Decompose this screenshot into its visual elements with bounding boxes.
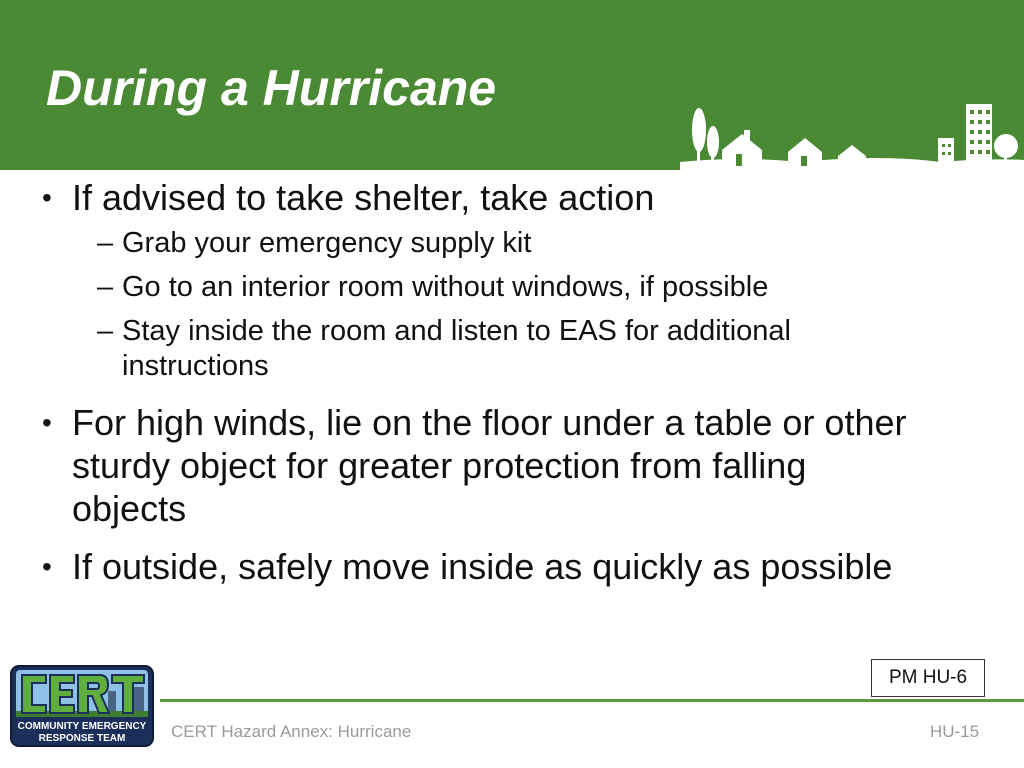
bullet-marker: • bbox=[42, 182, 52, 213]
sub-bullet-item bbox=[97, 270, 769, 305]
bullet-text: For high winds, lie on the floor under a table or other sturdy object for greater protection from falling objects bbox=[72, 402, 907, 529]
bullet-item bbox=[42, 176, 655, 219]
bullet-text: If advised to take shelter, take action bbox=[72, 177, 655, 218]
bullet-marker: • bbox=[42, 407, 52, 438]
page-reference-box bbox=[871, 659, 985, 697]
footer-page-number: HU-15 bbox=[930, 722, 980, 741]
bullet-item bbox=[42, 401, 922, 530]
sub-bullet-text: Grab your emergency supply kit bbox=[122, 227, 532, 259]
sub-bullet-marker: – bbox=[97, 315, 114, 347]
sub-bullet-item bbox=[97, 314, 922, 384]
sub-bullet-marker: – bbox=[97, 271, 114, 303]
logo-line-1: COMMUNITY EMERGENCY bbox=[17, 721, 147, 732]
bullet-marker: • bbox=[42, 551, 52, 582]
bullet-item bbox=[42, 545, 893, 588]
footer-title: CERT Hazard Annex: Hurricane bbox=[171, 722, 412, 741]
footer-divider bbox=[160, 699, 1024, 702]
page-reference: PM HU-6 bbox=[888, 667, 968, 688]
sub-bullet-text: Go to an interior room without windows, if possible bbox=[122, 271, 769, 303]
logo-line-2: RESPONSE TEAM bbox=[38, 733, 126, 744]
cert-logo bbox=[10, 665, 154, 747]
slide-title: During a Hurricane bbox=[46, 60, 497, 116]
sub-bullet-item bbox=[97, 226, 532, 261]
sub-bullet-marker: – bbox=[97, 227, 114, 259]
bullet-text: If outside, safely move inside as quickly as possible bbox=[72, 546, 893, 587]
sub-bullet-text: Stay inside the room and listen to EAS for additional instructions bbox=[122, 315, 791, 382]
